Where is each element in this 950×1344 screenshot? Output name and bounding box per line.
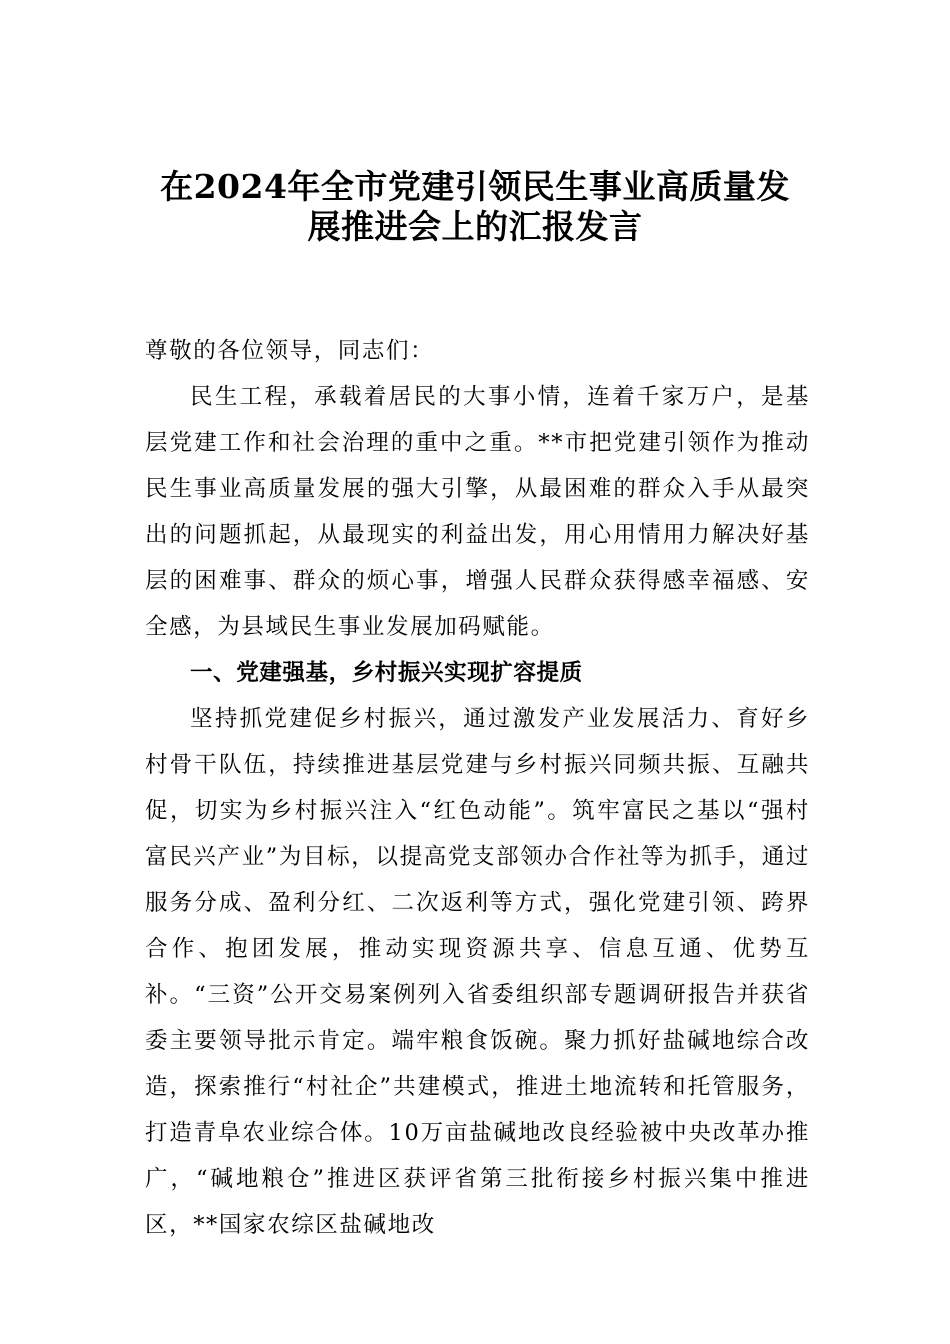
section-heading-1: 一、党建强基，乡村振兴实现扩容提质 bbox=[190, 660, 583, 686]
document-title-line-2: 展推进会上的汇报发言 bbox=[307, 207, 643, 246]
document-title-line-1: 在2024年全市党建引领民生事业高质量发 bbox=[160, 167, 790, 206]
document-body bbox=[145, 328, 810, 1248]
paragraph-intro: 民生工程，承载着居民的大事小情，连着千家万户，是基层党建工作和社会治理的重中之重。**市把党建引领作为推动民生事业高质量发展的强大引擎，从最困难的群众入手从最突出的问题抓起，从最现实的利益出发，用心用情用力解决好基层的困难事、群众的烦心事，增强人民群众获得感幸福感、安全感，为县域民生事业发展加码赋能。 bbox=[145, 384, 810, 640]
paragraph-section-1: 坚持抓党建促乡村振兴，通过激发产业发展活力、育好乡村骨干队伍，持续推进基层党建与乡村振兴同频共振、互融共促，切实为乡村振兴注入“红色动能”。筑牢富民之基以“强村富民兴产业”为目标，以提高党支部领办合作社等为抓手，通过服务分成、盈利分红、二次返利等方式，强化党建引领、跨界合作、抱团发展，推动实现资源共享、信息互通、优势互补。“三资”公开交易案例列入省委组织部专题调研报告并获省委主要领导批示肯定。端牢粮食饭碗。聚力抓好盐碱地综合改造，探索推行“村社企”共建模式，推进土地流转和托管服务，打造青阜农业综合体。10万亩盐碱地改良经验被中央改革办推广，“碱地粮仓”推进区获评省第三批衔接乡村振兴集中推进区，**国家农综区盐碱地改 bbox=[145, 706, 810, 1238]
salutation: 尊敬的各位领导，同志们： bbox=[145, 338, 435, 364]
